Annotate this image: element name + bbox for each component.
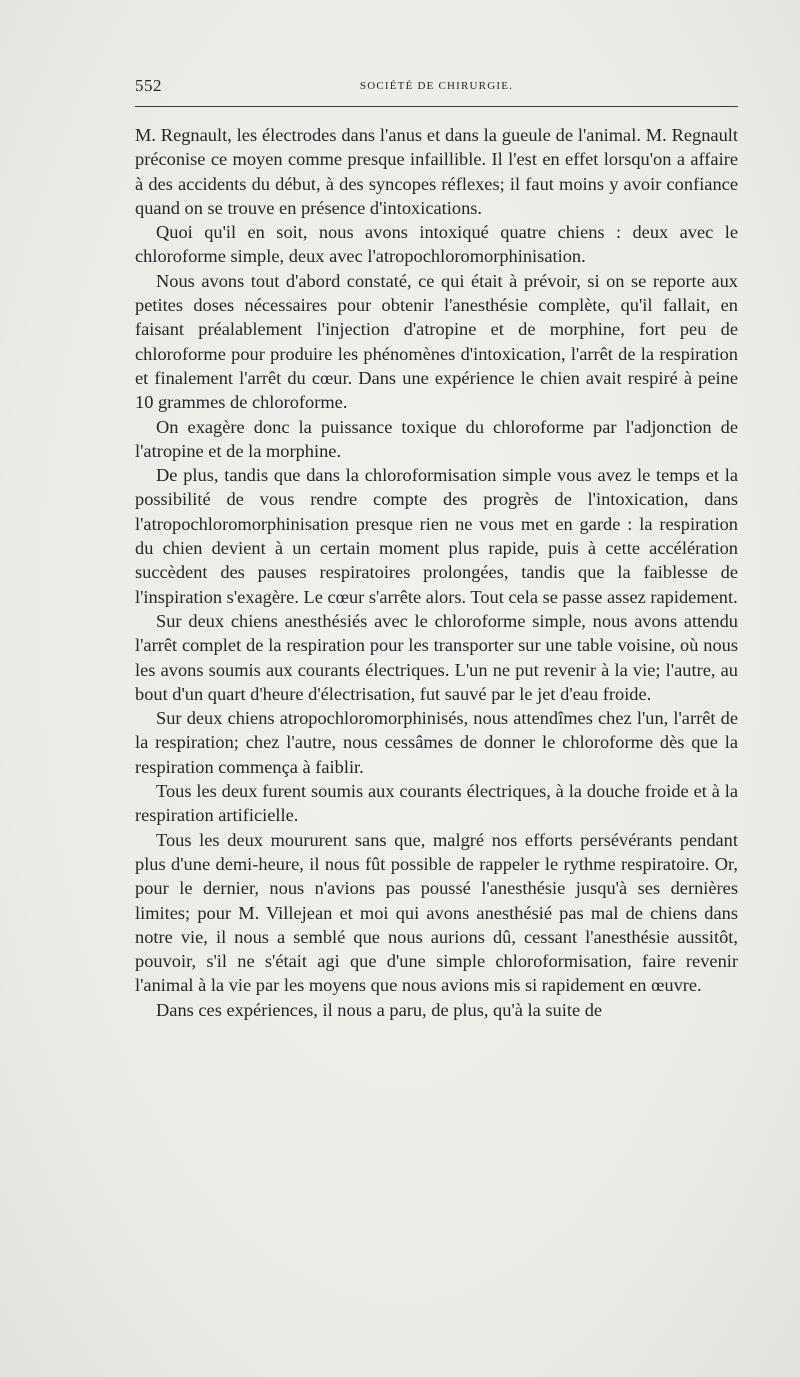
paragraph: Sur deux chiens atropochloromorphinisés, nous attendîmes chez l'un, l'arrêt de la respiration; chez l'autre, nous cessâmes de donner le chloroforme dès que la respiration commença à faiblir. — [135, 708, 738, 777]
paragraph: On exagère donc la puissance toxique du chloroforme par l'adjonction de l'atropine et de la morphine. — [135, 416, 738, 461]
paragraph: M. Regnault, les électrodes dans l'anus et dans la gueule de l'animal. M. Regnault préconise ce moyen comme presque infaillible. Il l'est en effet lorsqu'on a affaire à des accidents du début, à des syncopes réflexes; il faut moins y avoir confiance quand on se trouve en présence d'intoxications. — [135, 125, 738, 218]
paragraph: Sur deux chiens anesthésiés avec le chloroforme simple, nous avons attendu l'arrêt complet de la respiration pour les transporter sur une table voisine, où nous les avons soumis aux courants électriques. L'un ne put revenir à la vie; l'autre, au bout d'un quart d'heure d'électrisation, fut sauvé par le jet d'eau froide. — [135, 610, 738, 704]
paragraph: Nous avons tout d'abord constaté, ce qui était à prévoir, si on se reporte aux petites doses nécessaires pour obtenir l'anesthésie complète, qu'il fallait, en faisant préalablement l'injection d'atropine et de morphine, fort peu de chloroforme pour produire les phénomènes d'intoxication, l'arrêt de la respiration et finalement l'arrêt du cœur. Dans une expérience le chien avait respiré à peine 10 grammes de chloroforme. — [135, 270, 738, 413]
header-rule — [135, 106, 738, 107]
body-text — [135, 123, 738, 1022]
running-head: SOCIÉTÉ DE CHIRURGIE. — [359, 80, 514, 92]
page-header — [135, 76, 738, 100]
page-number: 552 — [135, 76, 162, 95]
paragraph: Quoi qu'il en soit, nous avons intoxiqué quatre chiens : deux avec le chloroforme simple, deux avec l'atropochloromorphinisation. — [135, 222, 738, 267]
paragraph: Dans ces expériences, il nous a paru, de plus, qu'à la suite de — [156, 999, 603, 1020]
paragraph: Tous les deux furent soumis aux courants électriques, à la douche froide et à la respiration artificielle. — [135, 781, 738, 826]
paragraph: Tous les deux moururent sans que, malgré nos efforts persévérants pendant plus d'une demi-heure, il nous fût possible de rappeler le rythme respiratoire. Or, pour le dernier, nous n'avions pas poussé l'anesthésie jusqu'à ses dernières limites; pour M. Villejean et moi qui avons anesthésié pas mal de chiens dans notre vie, il nous a semblé que nous aurions dû, cessant l'anesthésie aussitôt, pouvoir, s'il ne s'était agi que d'une simple chloroformisation, faire revenir l'animal à la vie par les moyens que nous avions mis si rapidement en œuvre. — [135, 829, 738, 996]
paragraph: De plus, tandis que dans la chloroformisation simple vous avez le temps et la possibilité de vous rendre compte des progrès de l'intoxication, dans l'atropochloromorphinisation presque rien ne vous met en garde : la respiration du chien devient à un certain moment plus rapide, puis à cette accélération succèdent des pauses respiratoires prolongées, tandis que la faiblesse de l'inspiration s'exagère. Le cœur s'arrête alors. Tout cela se passe assez rapidement. — [135, 465, 738, 607]
